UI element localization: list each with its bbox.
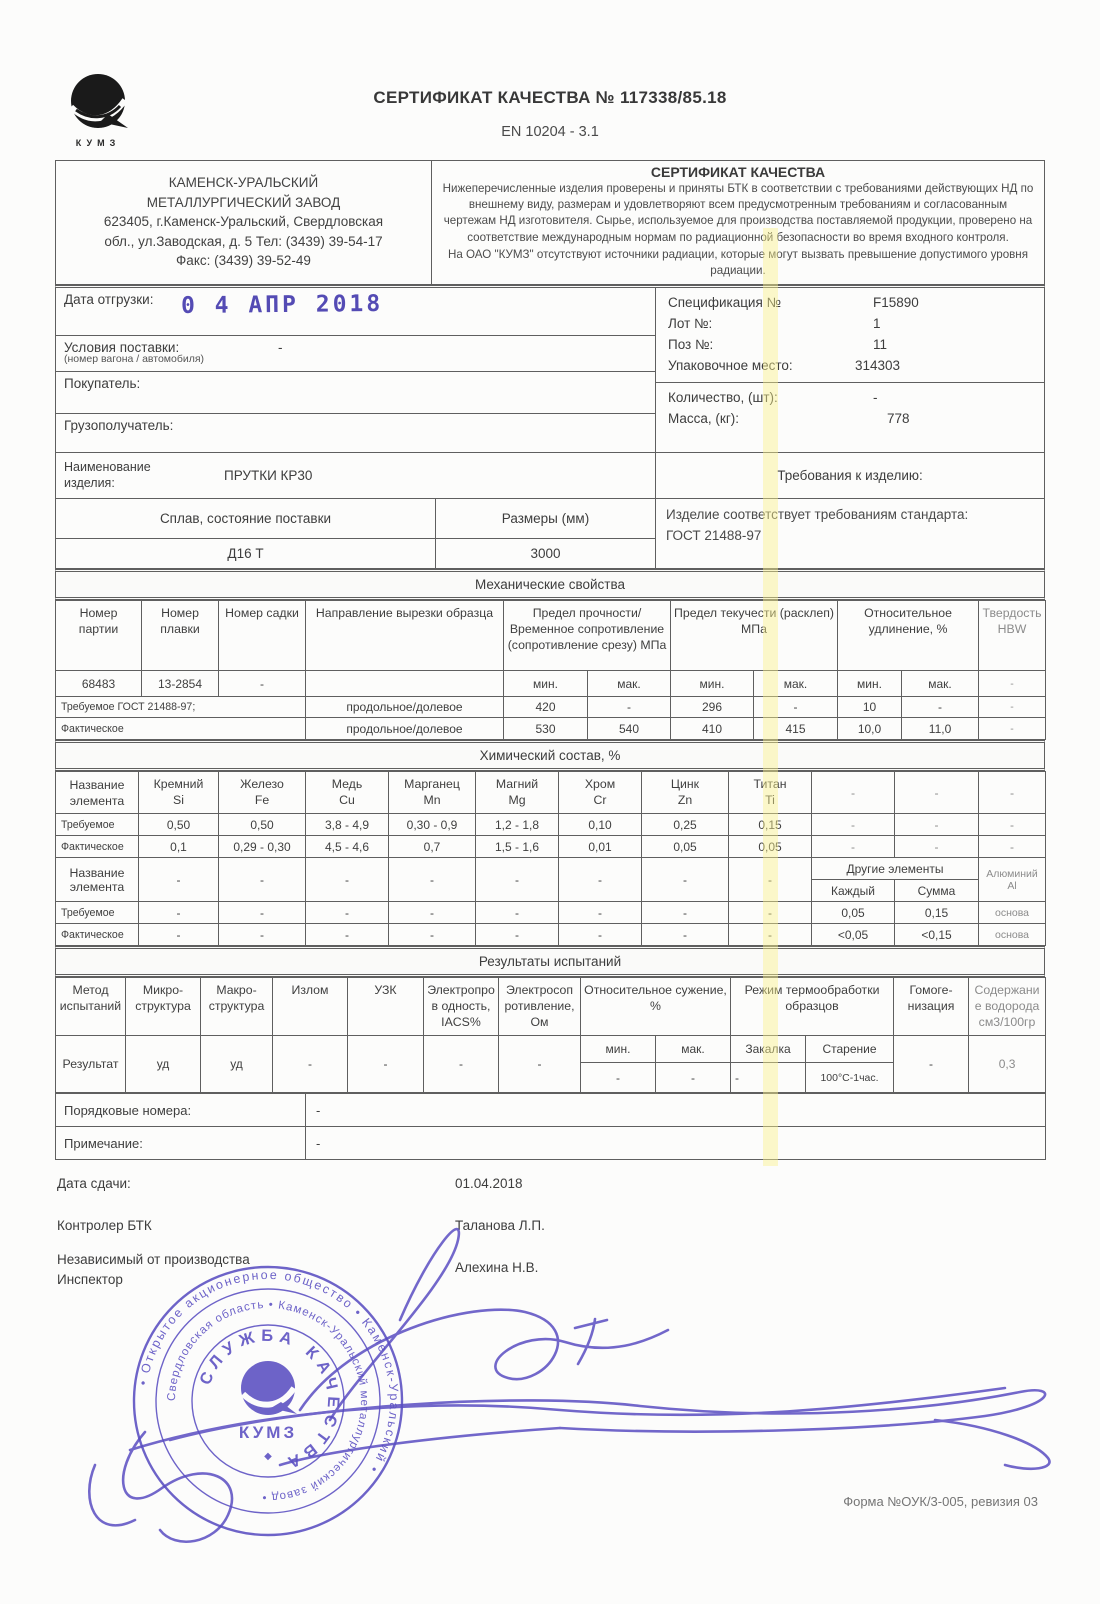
mech-required-label: Требуемое ГОСТ 21488-97;	[56, 697, 306, 718]
delivery-terms-value: -	[277, 340, 283, 356]
product-name-section	[55, 453, 1045, 499]
package-value: 314303	[855, 358, 901, 374]
chem-required-value: -	[979, 814, 1046, 836]
mech-header-strength: Предел прочности/ Временное сопротивление (сопротивление срезу) МПа	[504, 601, 671, 671]
certificate-statement-body: Нижеперечисленные изделия проверены и приняты БТК в соответствии с требованиями действующих НД по внешнему виду, размерам и удовлетворяют всем предусмотренным требованиям и согласованным чертежам НД изготовителя. Сырье, используемое для производства поставляемой продукции, проверено на соответствие международным нормам по радиационной безопасности во время входного контроля.	[442, 182, 1034, 244]
tests-result-label: Результат	[56, 1036, 126, 1093]
chem-actual-value: -	[895, 836, 979, 858]
chem-aluminum-header	[979, 858, 1046, 902]
chem-header-cr	[559, 772, 642, 814]
chem-table	[55, 771, 1046, 946]
mech-batch-row	[56, 671, 1046, 697]
chem-dash: -	[389, 924, 476, 946]
logo-text: КУМЗ	[75, 138, 121, 148]
chem-dash: -	[139, 902, 219, 924]
mech-actual-value: -	[979, 718, 1046, 740]
element-symbol: Si	[173, 793, 184, 808]
mech-header-sadka: Номер садки	[219, 601, 306, 671]
tests-min-label: мин.	[581, 1036, 656, 1063]
chem-dash: -	[219, 902, 306, 924]
package-label: Упаковочное место:	[668, 358, 793, 374]
chem-actual2-value: <0,15	[895, 924, 979, 946]
chem-actual-value: -	[979, 836, 1046, 858]
tests-narrowing-max: -	[656, 1063, 731, 1093]
mech-actual-value: 530	[504, 718, 588, 740]
chem-dash: -	[476, 902, 559, 924]
element-name: Хром	[584, 777, 616, 792]
pos-row	[668, 335, 1032, 356]
chem-dash: -	[306, 858, 389, 902]
lot-value: 1	[873, 316, 881, 332]
lot-label: Лот №:	[668, 316, 713, 332]
tests-header-fracture: Излом	[273, 978, 348, 1036]
element-name: Цинк	[670, 777, 700, 792]
mech-header-elongation: Относительное удлинение, %	[838, 601, 979, 671]
mech-header-melt: Номер плавки	[142, 601, 219, 671]
controller-name: Таланова Л.П.	[455, 1218, 545, 1234]
tests-homogenization-value: -	[894, 1036, 969, 1093]
certificate-statement-title: СЕРТИФИКАТ КАЧЕСТВА	[650, 164, 826, 180]
lot-row	[668, 314, 1032, 335]
mech-header-yield: Предел текучести (расклеп) МПа	[671, 601, 838, 671]
chem-actual-label: Фактическое	[56, 836, 139, 858]
chem-header-mn	[389, 772, 476, 814]
inspector-label-1: Независимый от производства	[57, 1252, 250, 1268]
chem-actual2-value: <0,05	[812, 924, 895, 946]
note-row	[56, 1127, 1046, 1160]
tests-header-method: Метод испытаний	[56, 978, 126, 1036]
size-value: 3000	[530, 546, 561, 562]
tests-header-heat-treatment: Режим термообработки образцов	[731, 978, 894, 1036]
mass-row	[668, 409, 1032, 430]
chem-required-row	[56, 814, 1046, 836]
qty-row	[668, 388, 1032, 409]
tests-header-homogenization: Гомоге- низация	[894, 978, 969, 1036]
tests-result-value: -	[348, 1036, 424, 1093]
mech-required-direction: продольное/долевое	[306, 697, 504, 718]
chem-required-label: Требуемое	[56, 902, 139, 924]
chem-dash: -	[642, 924, 729, 946]
element-name: Марганец	[404, 777, 460, 792]
pos-label: Поз №:	[668, 337, 714, 353]
alloy-value: Д16 Т	[56, 539, 436, 568]
chem-required2-row	[56, 902, 1046, 924]
chem-dash: -	[306, 902, 389, 924]
consignee-row	[56, 414, 655, 452]
element-symbol: Mn	[423, 793, 441, 808]
inspector-name: Алехина Н.В.	[455, 1260, 539, 1276]
shipping-block	[56, 288, 656, 452]
chem-actual2-value: основа	[979, 924, 1046, 946]
tests-header-row	[56, 978, 1046, 1036]
product-name-label: Наименование изделия:	[64, 460, 151, 490]
element-name: Железо	[240, 777, 284, 792]
spec-block	[656, 288, 1044, 452]
alloy-value-row	[56, 539, 655, 568]
element-name: Титан	[753, 777, 787, 792]
stamp-center-logo-icon	[241, 1361, 297, 1415]
serial-note-table	[55, 1093, 1046, 1160]
mech-actual-value: 540	[588, 718, 671, 740]
stamp-center-text: КУМЗ	[238, 1423, 298, 1443]
product-req-label: Требования к изделию:	[777, 468, 923, 484]
pos-value: 11	[873, 337, 888, 353]
chem-header-mg	[476, 772, 559, 814]
chem-dash: -	[559, 858, 642, 902]
chem-required-value: -	[812, 814, 895, 836]
stamp-ring-outer-text: • Открытое акционерное общество • Каменск-Уральский •	[136, 1268, 402, 1477]
tests-hydrogen-value: 0,3	[969, 1036, 1046, 1093]
page-title: СЕРТИФИКАТ КАЧЕСТВА № 117338/85.18	[373, 88, 727, 107]
controller-label: Контролер БТК	[57, 1218, 152, 1234]
chem-actual-row	[56, 836, 1046, 858]
element-symbol: Ti	[765, 793, 775, 808]
mech-required-value: 10	[838, 697, 902, 718]
element-symbol: Mg	[508, 793, 526, 808]
chem-header-ti	[729, 772, 812, 814]
chem-dash: -	[219, 858, 306, 902]
tests-header-micro: Микро- структура	[126, 978, 201, 1036]
chem-header-zn	[642, 772, 729, 814]
chem-actual-value: 0,7	[389, 836, 476, 858]
mech-required-value: 420	[504, 697, 588, 718]
element-symbol: Cr	[593, 793, 607, 808]
mech-direction-empty	[306, 671, 504, 697]
tests-quench-label: Закалка	[731, 1036, 806, 1063]
note-value: -	[306, 1127, 1046, 1160]
chem-header-extra: -	[812, 772, 895, 814]
chem-required-value: 0,10	[559, 814, 642, 836]
quality-stamp	[123, 1256, 413, 1549]
tests-section-title: Результаты испытаний	[55, 946, 1045, 977]
alloy-header-row	[56, 499, 655, 539]
standard-compliance-cell	[656, 499, 1044, 568]
tests-aging-label: Старение	[806, 1036, 894, 1063]
mech-min-label: мин.	[671, 671, 754, 697]
chem-dash: -	[139, 858, 219, 902]
delivery-terms-label: Условия поставки:	[64, 340, 180, 356]
chem-actual-value: 0,29 - 0,30	[219, 836, 306, 858]
product-name-value: ПРУТКИ КР30	[224, 468, 313, 484]
tests-result-value: -	[273, 1036, 348, 1093]
signoff-section	[55, 1160, 1045, 1580]
serial-label: Порядковые номера:	[56, 1094, 306, 1127]
stamp-ring-inner-text: СЛУЖБА КАЧЕСТВА	[196, 1327, 343, 1474]
chem-required-label: Требуемое	[56, 814, 139, 836]
form-revision-note: Форма №ОУК/3-005, ревизия 03	[843, 1494, 1038, 1509]
chem-dash: -	[389, 902, 476, 924]
qty-mass-block	[656, 383, 1044, 452]
tests-result-value: -	[499, 1036, 581, 1093]
chem-required-value: 0,15	[729, 814, 812, 836]
chem-required2-value: основа	[979, 902, 1046, 924]
standard-compliance-line2: ГОСТ 21488-97	[666, 527, 762, 543]
serial-row	[56, 1094, 1046, 1127]
chem-header-extra: -	[895, 772, 979, 814]
supplier-block	[56, 161, 432, 284]
mech-max-label: мак.	[754, 671, 838, 697]
supplier-addr-2: обл., ул.Заводская, д. 5 Тел: (3439) 39-54-17	[104, 233, 383, 249]
qty-value: -	[873, 390, 878, 405]
chem-actual-value: 0,05	[729, 836, 812, 858]
aluminum-symbol: Al	[1007, 879, 1017, 892]
chem-required-value: 0,50	[219, 814, 306, 836]
element-symbol: Zn	[677, 793, 693, 808]
mech-actual-direction: продольное/долевое	[306, 718, 504, 740]
chem-dash: -	[729, 858, 812, 902]
mech-max-label: мак.	[588, 671, 671, 697]
mech-required-value: -	[754, 697, 838, 718]
chem-dash: -	[729, 924, 812, 946]
supplier-name-1: КАМЕНСК-УРАЛЬСКИЙ	[168, 175, 319, 190]
mech-actual-row	[56, 718, 1046, 740]
aluminum-name: Алюминий	[986, 867, 1038, 880]
tests-table	[55, 977, 1046, 1093]
element-name: Магний	[495, 777, 539, 792]
stamp-ring-middle-text: Свердловская область • Каменск-Уральский металлургический завод •	[165, 1299, 371, 1504]
chem-actual-value: 1,5 - 1,6	[476, 836, 559, 858]
qty-label: Количество, (шт):	[668, 390, 778, 405]
chem-col-label: Название элемента	[56, 772, 139, 814]
stamp-diamond: ◆	[264, 1451, 272, 1463]
chem-dash: -	[219, 924, 306, 946]
standard-compliance-line1: Изделие соответствует требованиям стандарта:	[666, 507, 969, 523]
chem-actual-value: 0,05	[642, 836, 729, 858]
ship-date-row	[56, 288, 655, 336]
consignee-label: Грузополучатель:	[64, 418, 174, 434]
spec-ids-block	[656, 288, 1044, 383]
mech-table	[55, 600, 1046, 740]
mech-required-value: -	[979, 697, 1046, 718]
tests-result-value: уд	[126, 1036, 201, 1093]
tests-max-label: мак.	[656, 1036, 731, 1063]
supplier-name-2: МЕТАЛЛУРГИЧЕСКИЙ ЗАВОД	[146, 194, 341, 210]
chem-actual-value: 0,1	[139, 836, 219, 858]
mech-required-row	[56, 697, 1046, 718]
mech-batch-value: 68483	[56, 671, 142, 697]
tests-header-narrowing: Относительное сужение, %	[581, 978, 731, 1036]
mass-label: Масса, (кг):	[668, 410, 739, 426]
document-body	[55, 160, 1045, 1580]
chem-required-value: 0,50	[139, 814, 219, 836]
handover-date-label: Дата сдачи:	[57, 1176, 131, 1192]
element-name: Медь	[331, 777, 363, 792]
mech-actual-label: Фактическое	[56, 718, 306, 740]
chem-actual-value: 0,01	[559, 836, 642, 858]
standard-subtitle: EN 10204 - 3.1	[501, 124, 599, 140]
chem-required-value: 3,8 - 4,9	[306, 814, 389, 836]
chem-dash: -	[729, 902, 812, 924]
mech-min-label: мин.	[504, 671, 588, 697]
mech-header-hardness: Твердость HBW	[979, 601, 1046, 671]
certificate-statement-block	[432, 161, 1044, 284]
mech-actual-value: 10,0	[838, 718, 902, 740]
inspector-label-2: Инспектор	[57, 1272, 123, 1288]
mech-actual-value: 415	[754, 718, 838, 740]
mech-required-value: -	[902, 697, 979, 718]
chem-dash: -	[559, 924, 642, 946]
shipping-spec-section	[55, 285, 1045, 453]
tests-result-value: -	[424, 1036, 499, 1093]
mech-header-direction: Направление вырезки образца	[306, 601, 504, 671]
chem-required-value: 0,25	[642, 814, 729, 836]
tests-aging-value: 100°С-1час.	[806, 1063, 894, 1093]
mech-max-label: мак.	[902, 671, 979, 697]
chem-each-label: Каждый	[812, 880, 895, 902]
delivery-terms-row	[56, 336, 655, 372]
ship-date-stamp: 0 4 АПР 2018	[180, 291, 384, 320]
mech-sadka-value: -	[219, 671, 306, 697]
chem-required-value: 0,30 - 0,9	[389, 814, 476, 836]
chem-dash: -	[642, 902, 729, 924]
spec-number-value: F15890	[873, 295, 919, 311]
mech-melt-value: 13-2854	[142, 671, 219, 697]
chem-dash: -	[476, 924, 559, 946]
chem-required2-value: 0,15	[895, 902, 979, 924]
tests-header-macro: Макро- структура	[201, 978, 273, 1036]
chem-actual2-row	[56, 924, 1046, 946]
top-info-section	[55, 160, 1045, 285]
chem-header-cu	[306, 772, 389, 814]
mech-required-value: -	[588, 697, 671, 718]
buyer-row	[56, 372, 655, 414]
chem-header-extra: -	[979, 772, 1046, 814]
size-header: Размеры (мм)	[436, 499, 655, 539]
spec-number-label: Спецификация №	[668, 295, 782, 311]
handover-date-value: 01.04.2018	[455, 1176, 523, 1192]
element-symbol: Cu	[339, 793, 355, 808]
tests-result-value: уд	[201, 1036, 273, 1093]
element-symbol: Fe	[254, 793, 270, 808]
chem-header-row	[56, 772, 1046, 814]
alloy-table	[56, 499, 656, 568]
mech-min-label: мин.	[838, 671, 902, 697]
mech-header-row	[56, 601, 1046, 671]
mech-header-batch: Номер партии	[56, 601, 142, 671]
chem-dash: -	[389, 858, 476, 902]
chem-dash: -	[306, 924, 389, 946]
chem-others-header-row	[56, 858, 1046, 880]
product-name-cell	[56, 453, 656, 498]
spec-number-row	[668, 293, 1032, 314]
chem-header-fe	[219, 772, 306, 814]
serial-value: -	[306, 1094, 1046, 1127]
ship-date-label: Дата отгрузки:	[64, 292, 154, 308]
package-row	[668, 356, 1032, 377]
mech-section-title: Механические свойства	[55, 569, 1045, 600]
chem-required-value: -	[895, 814, 979, 836]
tests-header-conductivity: Электропров одность, IACS%	[424, 978, 499, 1036]
chem-dash: -	[476, 858, 559, 902]
supplier-fax: Факс: (3439) 39-52-49	[176, 253, 311, 269]
chem-actual-value: 4,5 - 4,6	[306, 836, 389, 858]
tests-header-resistance: Электросоп ротивление, Ом	[499, 978, 581, 1036]
mass-value: 778	[887, 410, 910, 426]
chem-header-si	[139, 772, 219, 814]
supplier-addr-1: 623405, г.Каменск-Уральский, Свердловская	[103, 214, 384, 230]
chem-dash: -	[559, 902, 642, 924]
chem-dash: -	[139, 924, 219, 946]
mech-actual-value: 410	[671, 718, 754, 740]
note-label: Примечание:	[56, 1127, 306, 1160]
chem-section-title: Химический состав, %	[55, 740, 1045, 771]
mech-actual-value: 11,0	[902, 718, 979, 740]
chem-required2-value: 0,05	[812, 902, 895, 924]
kumz-logo-icon	[58, 70, 140, 157]
chem-sum-label: Сумма	[895, 880, 979, 902]
chem-others-label: Другие элементы	[812, 858, 979, 880]
mech-hbw-dash: -	[979, 671, 1046, 697]
chem-actual-value: -	[812, 836, 895, 858]
tests-subheader-row	[56, 1036, 1046, 1063]
tests-quench-value: -	[731, 1063, 806, 1093]
chem-dash: -	[642, 858, 729, 902]
alloy-header: Сплав, состояние поставки	[56, 499, 436, 539]
tests-header-ultrasonic: УЗК	[348, 978, 424, 1036]
alloy-section	[55, 499, 1045, 569]
tests-narrowing-min: -	[581, 1063, 656, 1093]
chem-required-value: 1,2 - 1,8	[476, 814, 559, 836]
buyer-label: Покупатель:	[64, 376, 141, 392]
tests-header-hydrogen: Содержание водорода см3/100гр	[969, 978, 1046, 1036]
element-name: Кремний	[153, 777, 204, 792]
mech-required-value: 296	[671, 697, 754, 718]
chem-actual-label: Фактическое	[56, 924, 139, 946]
delivery-terms-note: (номер вагона / автомобиля)	[64, 353, 205, 366]
certificate-statement-body2: На ОАО "КУМЗ" отсутствуют источники радиации, которые могут вызвать превышение допустимого уровня радиации.	[448, 247, 1028, 278]
chem-col-label-2: Название элемента	[56, 858, 139, 902]
